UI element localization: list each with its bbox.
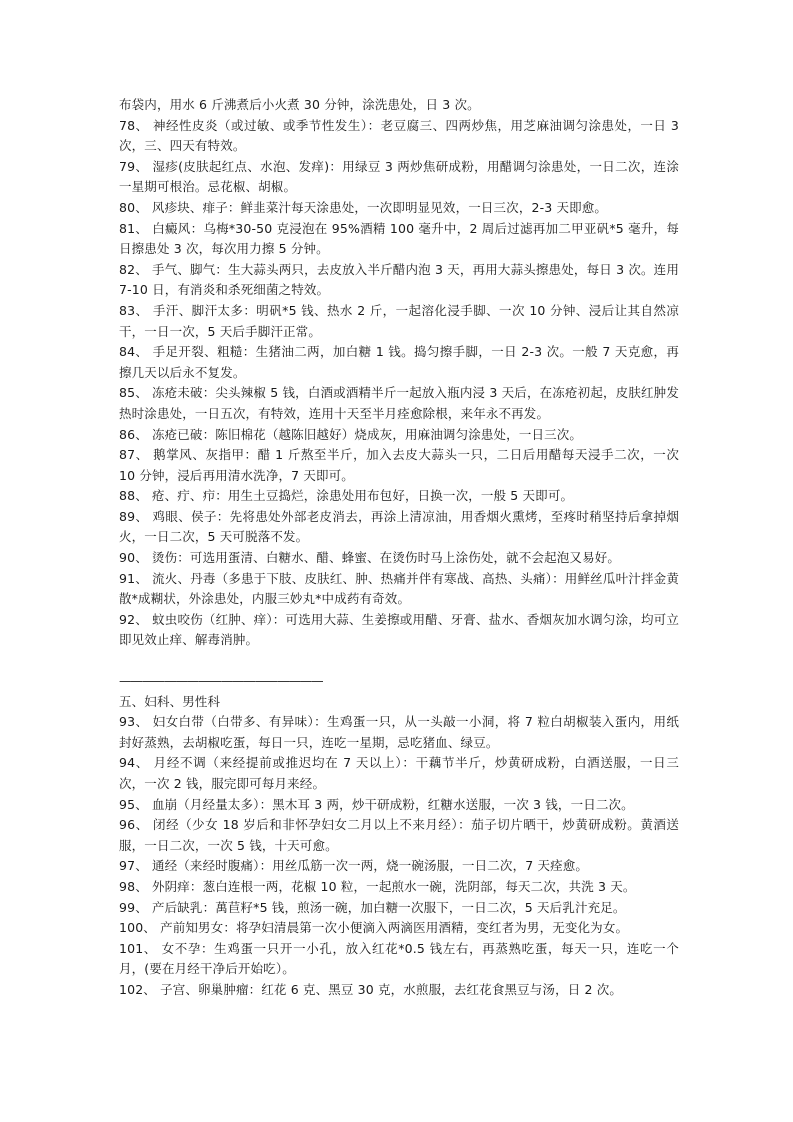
intro-line: 布袋内，用水 6 斤沸煮后小火煮 30 分钟，涂洗患处，日 3 次。 (119, 97, 480, 112)
remedy-entry-97: 97、 通经（来经时腹痛）：用丝瓜筋一次一两，烧一碗汤服，一日二次，7 天痊愈。 (119, 858, 589, 874)
remedy-entry-86: 86、 冻疮已破：陈旧棉花（越陈旧越好）烧成灰，用麻油调匀涂患处，一日三次。 (119, 426, 583, 442)
remedy-entry-101: 101、 女不孕：生鸡蛋一只开一小孔，放入红花*0.5 钱左右，再蒸熟吃蛋，每天一只，连吃一个月，(要在月经干净后开始吃）。 (119, 940, 679, 977)
spacer (119, 651, 679, 671)
remedy-entry-98: 98、 外阴痒：葱白连根一两，花椒 10 粒，一起煎水一碗，洗阴部，每天二次，共洗 3 天。 (119, 878, 636, 894)
section-title: 五、妇科、男性科 (119, 693, 221, 709)
document-page (119, 95, 679, 1001)
remedy-entry-102: 102、 子宫、卵巢肿瘤：红花 6 克、黑豆 30 克，水煎服，去红花食黑豆与汤，日 2 次。 (119, 981, 623, 997)
remedy-entry-95: 95、 血崩（月经量太多）：黑木耳 3 两，炒干研成粉，红糖水送服，一次 3 钱，一日二次。 (119, 796, 634, 812)
remedy-entry-96: 96、 闭经（少女 18 岁后和非怀孕妇女二月以上不来月经）：茄子切片晒干，炒黄研成粉。黄酒送服，一日二次，一次 5 钱，十天可愈。 (119, 817, 679, 853)
remedy-entry-94: 94、 月经不调（来经提前或推迟均在 7 天以上）：干藕节半斤，炒黄研成粉，白酒送服，一日三次，一次 2 钱，服完即可每月来经。 (119, 755, 679, 791)
remedy-entry-87: 87、 鹅掌风、灰指甲：醋 1 斤熬至半斤，加入去皮大蒜头一只，二日后用醋每天浸手二次，一次 10 分钟，浸后再用清水洗净，7 天即可。 (119, 447, 679, 483)
remedy-entry-88: 88、 疮、疔、疖：用生土豆捣烂，涂患处用布包好，日换一次，一般 5 天即可。 (119, 488, 574, 504)
remedy-entry-91: 91、 流火、丹毒（多患于下肢、皮肤红、肿、热痛并伴有寒战、高热、头痛）：用鲜丝瓜叶汁拌金黄散*成糊状，外涂患处，内服三妙丸*中成药有奇效。 (119, 570, 679, 607)
remedy-entry-85: 85、 冻疮未破：尖头辣椒 5 钱，白酒或酒精半斤一起放入瓶内浸 3 天后，在冻疮初起，皮肤红肿发热时涂患处，一日五次，有特效，连用十天至半月痊愈除根，来年永不再发。 (119, 385, 679, 421)
remedy-entry-90: 90、 烫伤：可选用蛋清、白糖水、醋、蜂蜜、在烫伤时马上涂伤处，就不会起泡又易好。 (119, 550, 621, 566)
remedy-entry-79: 79、 湿疹(皮肤起红点、水泡、发痒)：用绿豆 3 两炒焦研成粉，用醋调匀涂患处，一日二次，连涂一星期可根治。忌花椒、胡椒。 (119, 158, 679, 195)
remedy-entry-80: 80、 风疹块、痱子：鲜韭菜汁每天涂患处，一次即明显见效，一日三次，2-3 天即愈。 (119, 199, 608, 215)
remedy-entry-100: 100、 产前知男女：将孕妇清晨第一次小便滴入两滴医用酒精，变红者为男，无变化为女。 (119, 920, 629, 936)
skin-remedies-list (119, 116, 679, 651)
remedy-entry-92: 92、 蚊虫咬伤（红肿、痒）：可选用大蒜、生姜擦或用醋、牙膏、盐水、香烟灰加水调匀涂，均可立即见效止痒、解毒消肿。 (119, 611, 679, 648)
remedy-entry-89: 89、 鸡眼、侯子：先将患处外部老皮消去，再涂上清凉油，用香烟火熏烤，至疼时稍坚持后拿掉烟火，一日二次，5 天可脱落不发。 (119, 508, 679, 545)
remedy-entry-81: 81、 白癜风：乌梅*30-50 克浸泡在 95%酒精 100 毫升中，2 周后过滤再加二甲亚矾*5 毫升，每日擦患处 3 次，每次用力擦 5 分钟。 (119, 220, 679, 257)
remedy-entry-83: 83、 手汗、脚汗太多：明矾*5 钱、热水 2 斤，一起溶化浸手脚、一次 10 分钟、浸后让其自然凉干，一日一次，5 天后手脚汗正常。 (119, 302, 679, 339)
remedy-entry-93: 93、 妇女白带（白带多、有异味）：生鸡蛋一只，从一头敲一小洞，将 7 粒白胡椒装入蛋内，用纸封好蒸熟，去胡椒吃蛋，每日一只，连吃一星期，忌吃猪血、绿豆。 (119, 714, 679, 750)
remedy-entry-84: 84、 手足开裂、粗糙：生猪油二两，加白糖 1 钱。捣匀擦手脚，一日 2-3 次。一般 7 天克愈，再擦几天以后永不复发。 (119, 344, 679, 380)
remedy-entry-99: 99、 产后缺乳：萬苣籽*5 钱，煎汤一碗，加白糖一次服下，一日二次，5 天后乳汁充足。 (119, 899, 626, 915)
gynecology-remedies-list (119, 712, 679, 1000)
remedy-entry-78: 78、 神经性皮炎（或过敏、或季节性发生）：老豆腐三、四两炒焦，用芝麻油调匀涂患处，一日 3 次，三、四天有特效。 (119, 117, 679, 154)
remedy-entry-82: 82、 手气、脚气：生大蒜头两只，去皮放入半斤醋内泡 3 天，再用大蒜头擦患处，每日 3 次。连用 7-10 日，有消炎和杀死细菌之特效。 (119, 261, 679, 298)
section-separator: —————————————————— (119, 673, 323, 689)
